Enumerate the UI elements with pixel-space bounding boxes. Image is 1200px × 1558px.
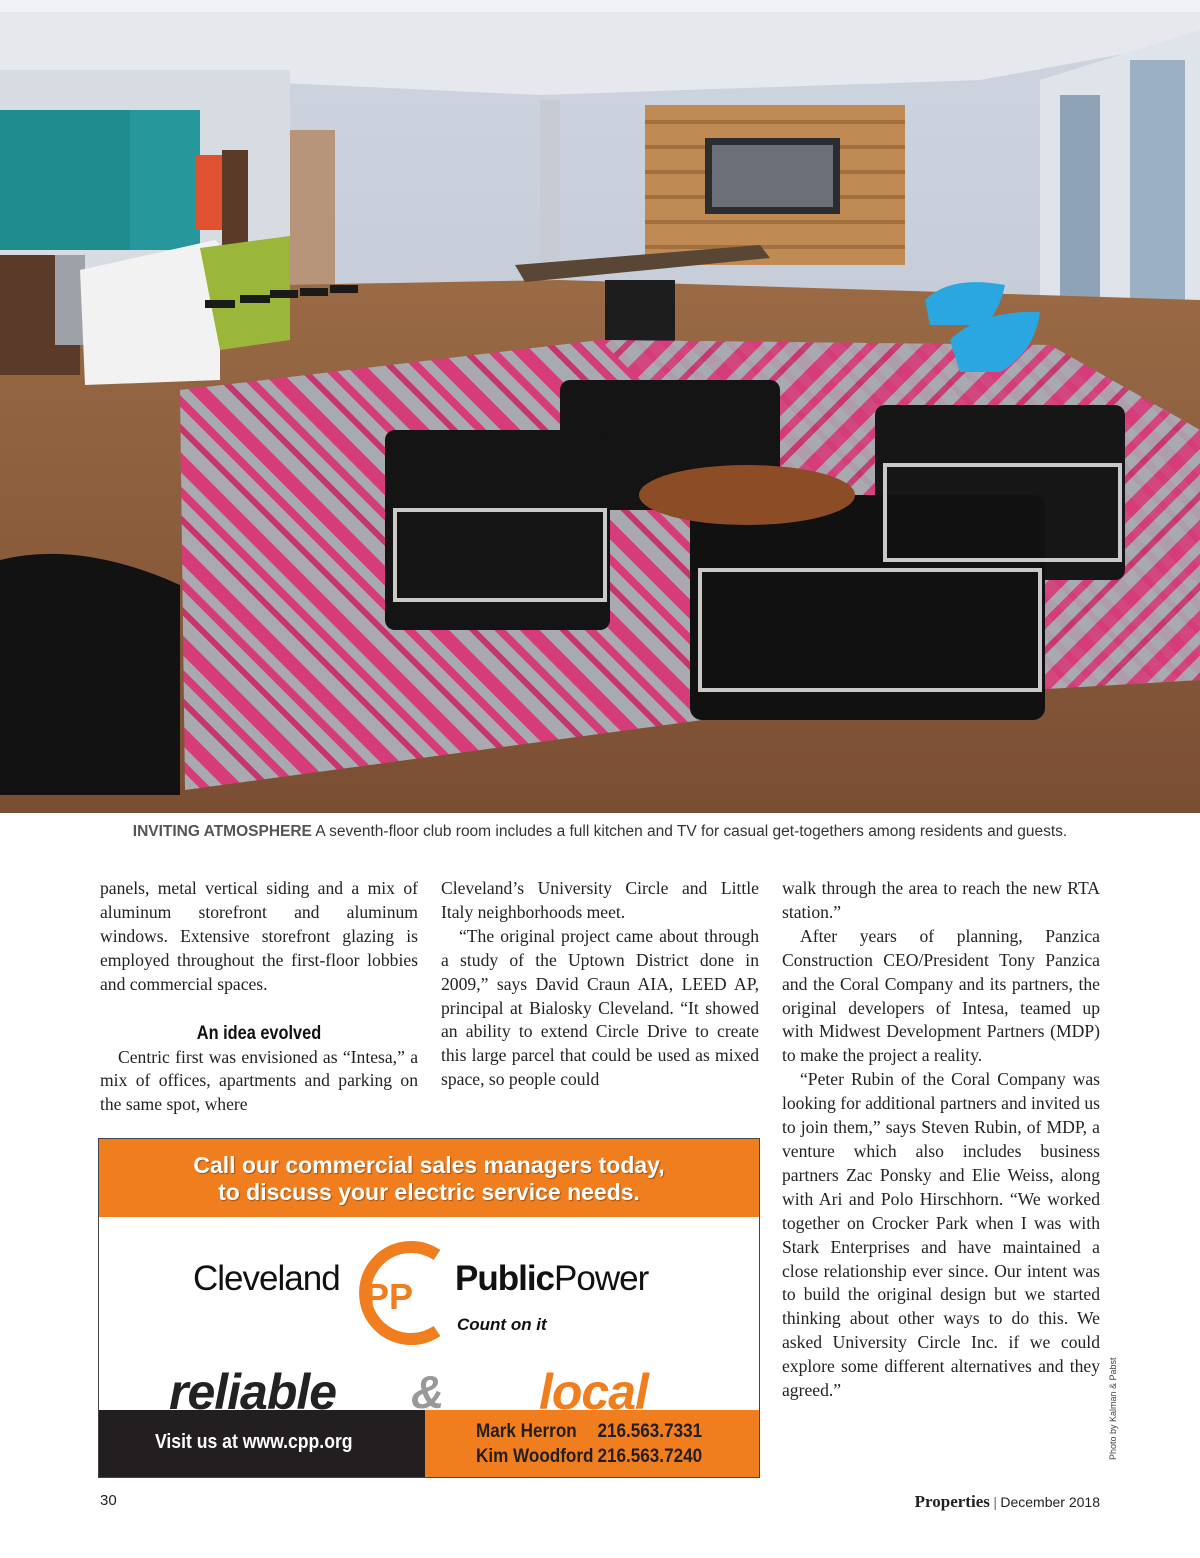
- section-subhead: An idea evolved: [196, 1022, 322, 1044]
- ad-tagline: Count on it: [457, 1315, 547, 1334]
- ad-website-link[interactable]: Visit us at www.cpp.org: [155, 1431, 353, 1453]
- ad-word-reliable: reliable: [169, 1364, 337, 1420]
- ad-contact-1: [476, 1421, 703, 1443]
- photo-caption: [0, 820, 1200, 844]
- logo-word-power: Power: [554, 1259, 649, 1298]
- logo-mark-text: PP: [365, 1276, 414, 1317]
- paragraph: Centric first was envisioned as “Intesa,” a mix of offices, apartments and parking on the same spot, where: [100, 1046, 418, 1115]
- contact-phone[interactable]: 216.563.7240: [597, 1446, 703, 1467]
- issue-date: December 2018: [1000, 1494, 1100, 1510]
- ad-contact-2: [476, 1446, 703, 1468]
- cpp-logo-icon: [347, 1237, 457, 1349]
- page-number: 30: [100, 1492, 117, 1509]
- ad-headline: [99, 1139, 759, 1217]
- caption-text: A seventh-floor club room includes a full kitchen and TV for casual get-togethers among residents and guests.: [311, 823, 1068, 840]
- photo-credit: Photo by Kalman & Pabst: [1108, 1357, 1118, 1460]
- caption-lead: INVITING ATMOSPHERE: [132, 823, 312, 840]
- paragraph: panels, metal vertical siding and a mix of aluminum storefront and aluminum windows. Extensive storefront glazing is employed throughout the first-floor lobbies and commercial spaces.: [100, 878, 418, 994]
- paragraph: “The original project came about through a study of the Uptown District done in 2009,” says David Craun AIA, LEED AP, principal at Bialosky Cleveland. “It showed an ability to extend Circle Drive to create this large parcel that could be used as mixed space, so people could: [441, 925, 759, 1090]
- ad-headline-line-2: to discuss your electric service needs.: [218, 1179, 640, 1205]
- footer-separator: |: [989, 1495, 1001, 1511]
- paragraph: “Peter Rubin of the Coral Company was looking for additional partners and invited us to join them,” says Steven Rubin, of MDP, a venture which also includes business partners Zac Ponsky and Elie Weiss, along with Ari and Polo Hirschhorn. “We worked together on Crocker Park when I was with Stark Enterprises and have maintained a close relationship ever since. Our intent was to build the original design but we started thinking about other ways to do this. We asked University Circle Inc. if we could explore some different alternatives and they agreed.”: [782, 1069, 1100, 1401]
- magazine-name: Properties: [914, 1492, 990, 1511]
- paragraph: Cleveland’s University Circle and Little Italy neighborhoods meet.: [441, 878, 759, 922]
- cpp-advertisement[interactable]: [98, 1138, 760, 1478]
- logo-word-publicpower: [455, 1259, 648, 1299]
- logo-word-cleveland: Cleveland: [193, 1259, 340, 1298]
- magazine-footer: [915, 1492, 1100, 1512]
- paragraph: walk through the area to reach the new RTA station.”: [782, 878, 1100, 922]
- article-column-2: [441, 877, 759, 1092]
- contact-name: Mark Herron: [476, 1421, 577, 1442]
- contact-name: Kim Woodford: [476, 1446, 594, 1467]
- ad-ampersand: &: [411, 1366, 445, 1418]
- article-column-3: [782, 877, 1100, 1403]
- logo-word-public: Public: [455, 1259, 555, 1298]
- ad-headline-line-1: Call our commercial sales managers today,: [193, 1152, 665, 1178]
- paragraph: After years of planning, Panzica Construction CEO/President Tony Panzica and the Coral Company and its partners, the original developers of Intesa, teamed up with Midwest Development Partners (MDP) to make the project a reality.: [782, 925, 1100, 1066]
- contact-phone[interactable]: 216.563.7331: [597, 1421, 703, 1442]
- ad-word-local: local: [539, 1364, 648, 1420]
- article-column-1: [100, 877, 418, 1117]
